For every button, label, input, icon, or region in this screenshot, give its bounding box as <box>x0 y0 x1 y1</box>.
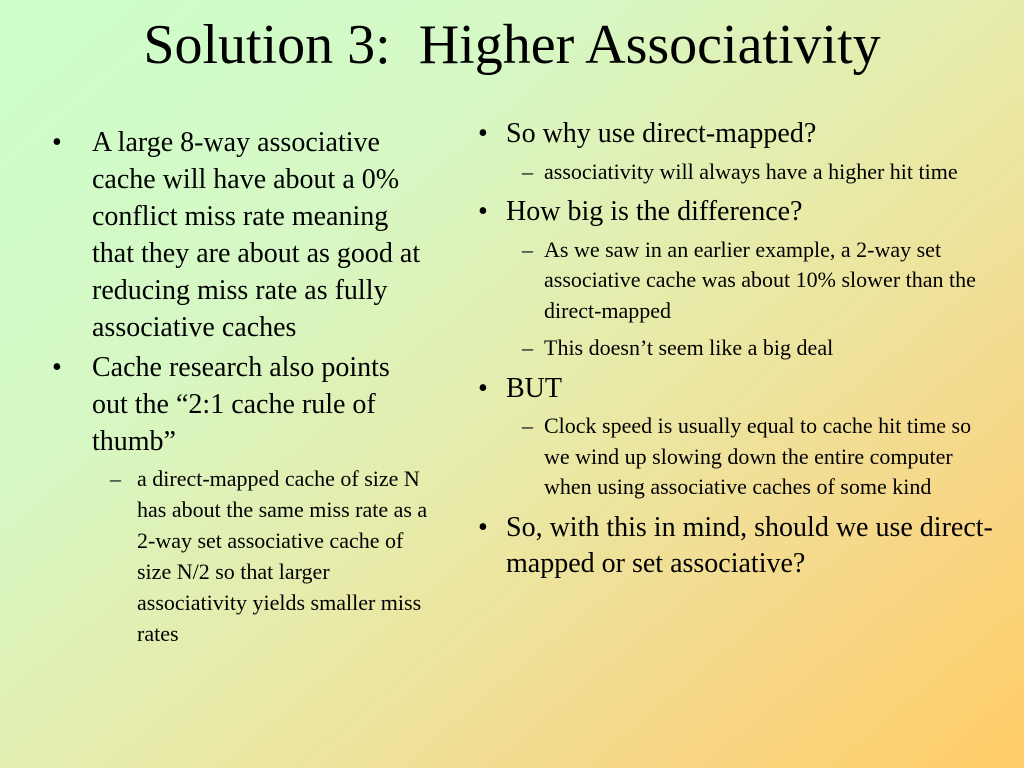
bullet-glyph: • <box>52 127 62 158</box>
sub-bullet-text: Clock speed is usually equal to cache hit time so we wind up slowing down the entire computer when using associative caches of some kind <box>544 413 972 499</box>
sub-bullet-text: As we saw in an earlier example, a 2-way set associative cache was about 10% slower than the direct-mapped <box>544 236 976 323</box>
sub-bullet-list <box>92 463 432 649</box>
dash-glyph: – <box>522 335 533 360</box>
left-column <box>52 124 432 652</box>
left-sub-bullet-item <box>92 463 432 649</box>
right-sub-bullet-item <box>478 157 998 188</box>
bullet-text: Cache research also points out the “2:1 cache rule of thumb” <box>92 352 390 457</box>
left-bullet-item <box>52 124 432 346</box>
sub-bullet-list <box>506 411 998 503</box>
bullet-glyph: • <box>478 372 488 404</box>
dash-glyph: – <box>522 158 533 184</box>
sub-bullet-list <box>506 157 998 188</box>
right-bullet-list <box>478 116 998 583</box>
dash-glyph: – <box>522 236 533 262</box>
bullet-glyph: • <box>478 511 488 543</box>
right-sub-bullet-item <box>478 333 998 364</box>
right-bullet-item <box>478 371 998 503</box>
sub-bullet-text: associativity will always have a higher hit time <box>544 158 958 184</box>
right-bullet-item <box>478 116 998 187</box>
sub-bullet-text: This doesn’t seem like a big deal <box>544 335 834 360</box>
bullet-glyph: • <box>478 196 488 227</box>
right-column <box>478 116 998 589</box>
bullet-text: How big is the difference? <box>506 196 803 227</box>
left-bullet-list <box>52 124 432 649</box>
left-bullet-item <box>52 349 432 649</box>
dash-glyph: – <box>110 466 121 491</box>
right-sub-bullet-item <box>478 235 998 327</box>
dash-glyph: – <box>522 413 533 438</box>
bullet-text: So, with this in mind, should we use direct-mapped or set associative? <box>506 511 993 579</box>
bullet-glyph: • <box>478 118 488 149</box>
slide-title: Solution 3: Higher Associativity <box>143 14 881 76</box>
right-bullet-item <box>478 510 998 583</box>
sub-bullet-text: a direct-mapped cache of size N has about the same miss rate as a 2-way set associative cache of size N/2 so that larger associativity yields smaller miss rates <box>137 466 428 646</box>
sub-bullet-list <box>506 235 998 364</box>
right-sub-bullet-item <box>478 411 998 503</box>
bullet-glyph: • <box>52 352 62 383</box>
bullet-text: BUT <box>506 372 562 404</box>
right-bullet-item <box>478 194 998 364</box>
bullet-text: So why use direct-mapped? <box>506 118 817 149</box>
bullet-text: A large 8-way associative cache will have about a 0% conflict miss rate meaning that they are about as good at reducing miss rate as fully associative caches <box>92 127 421 343</box>
